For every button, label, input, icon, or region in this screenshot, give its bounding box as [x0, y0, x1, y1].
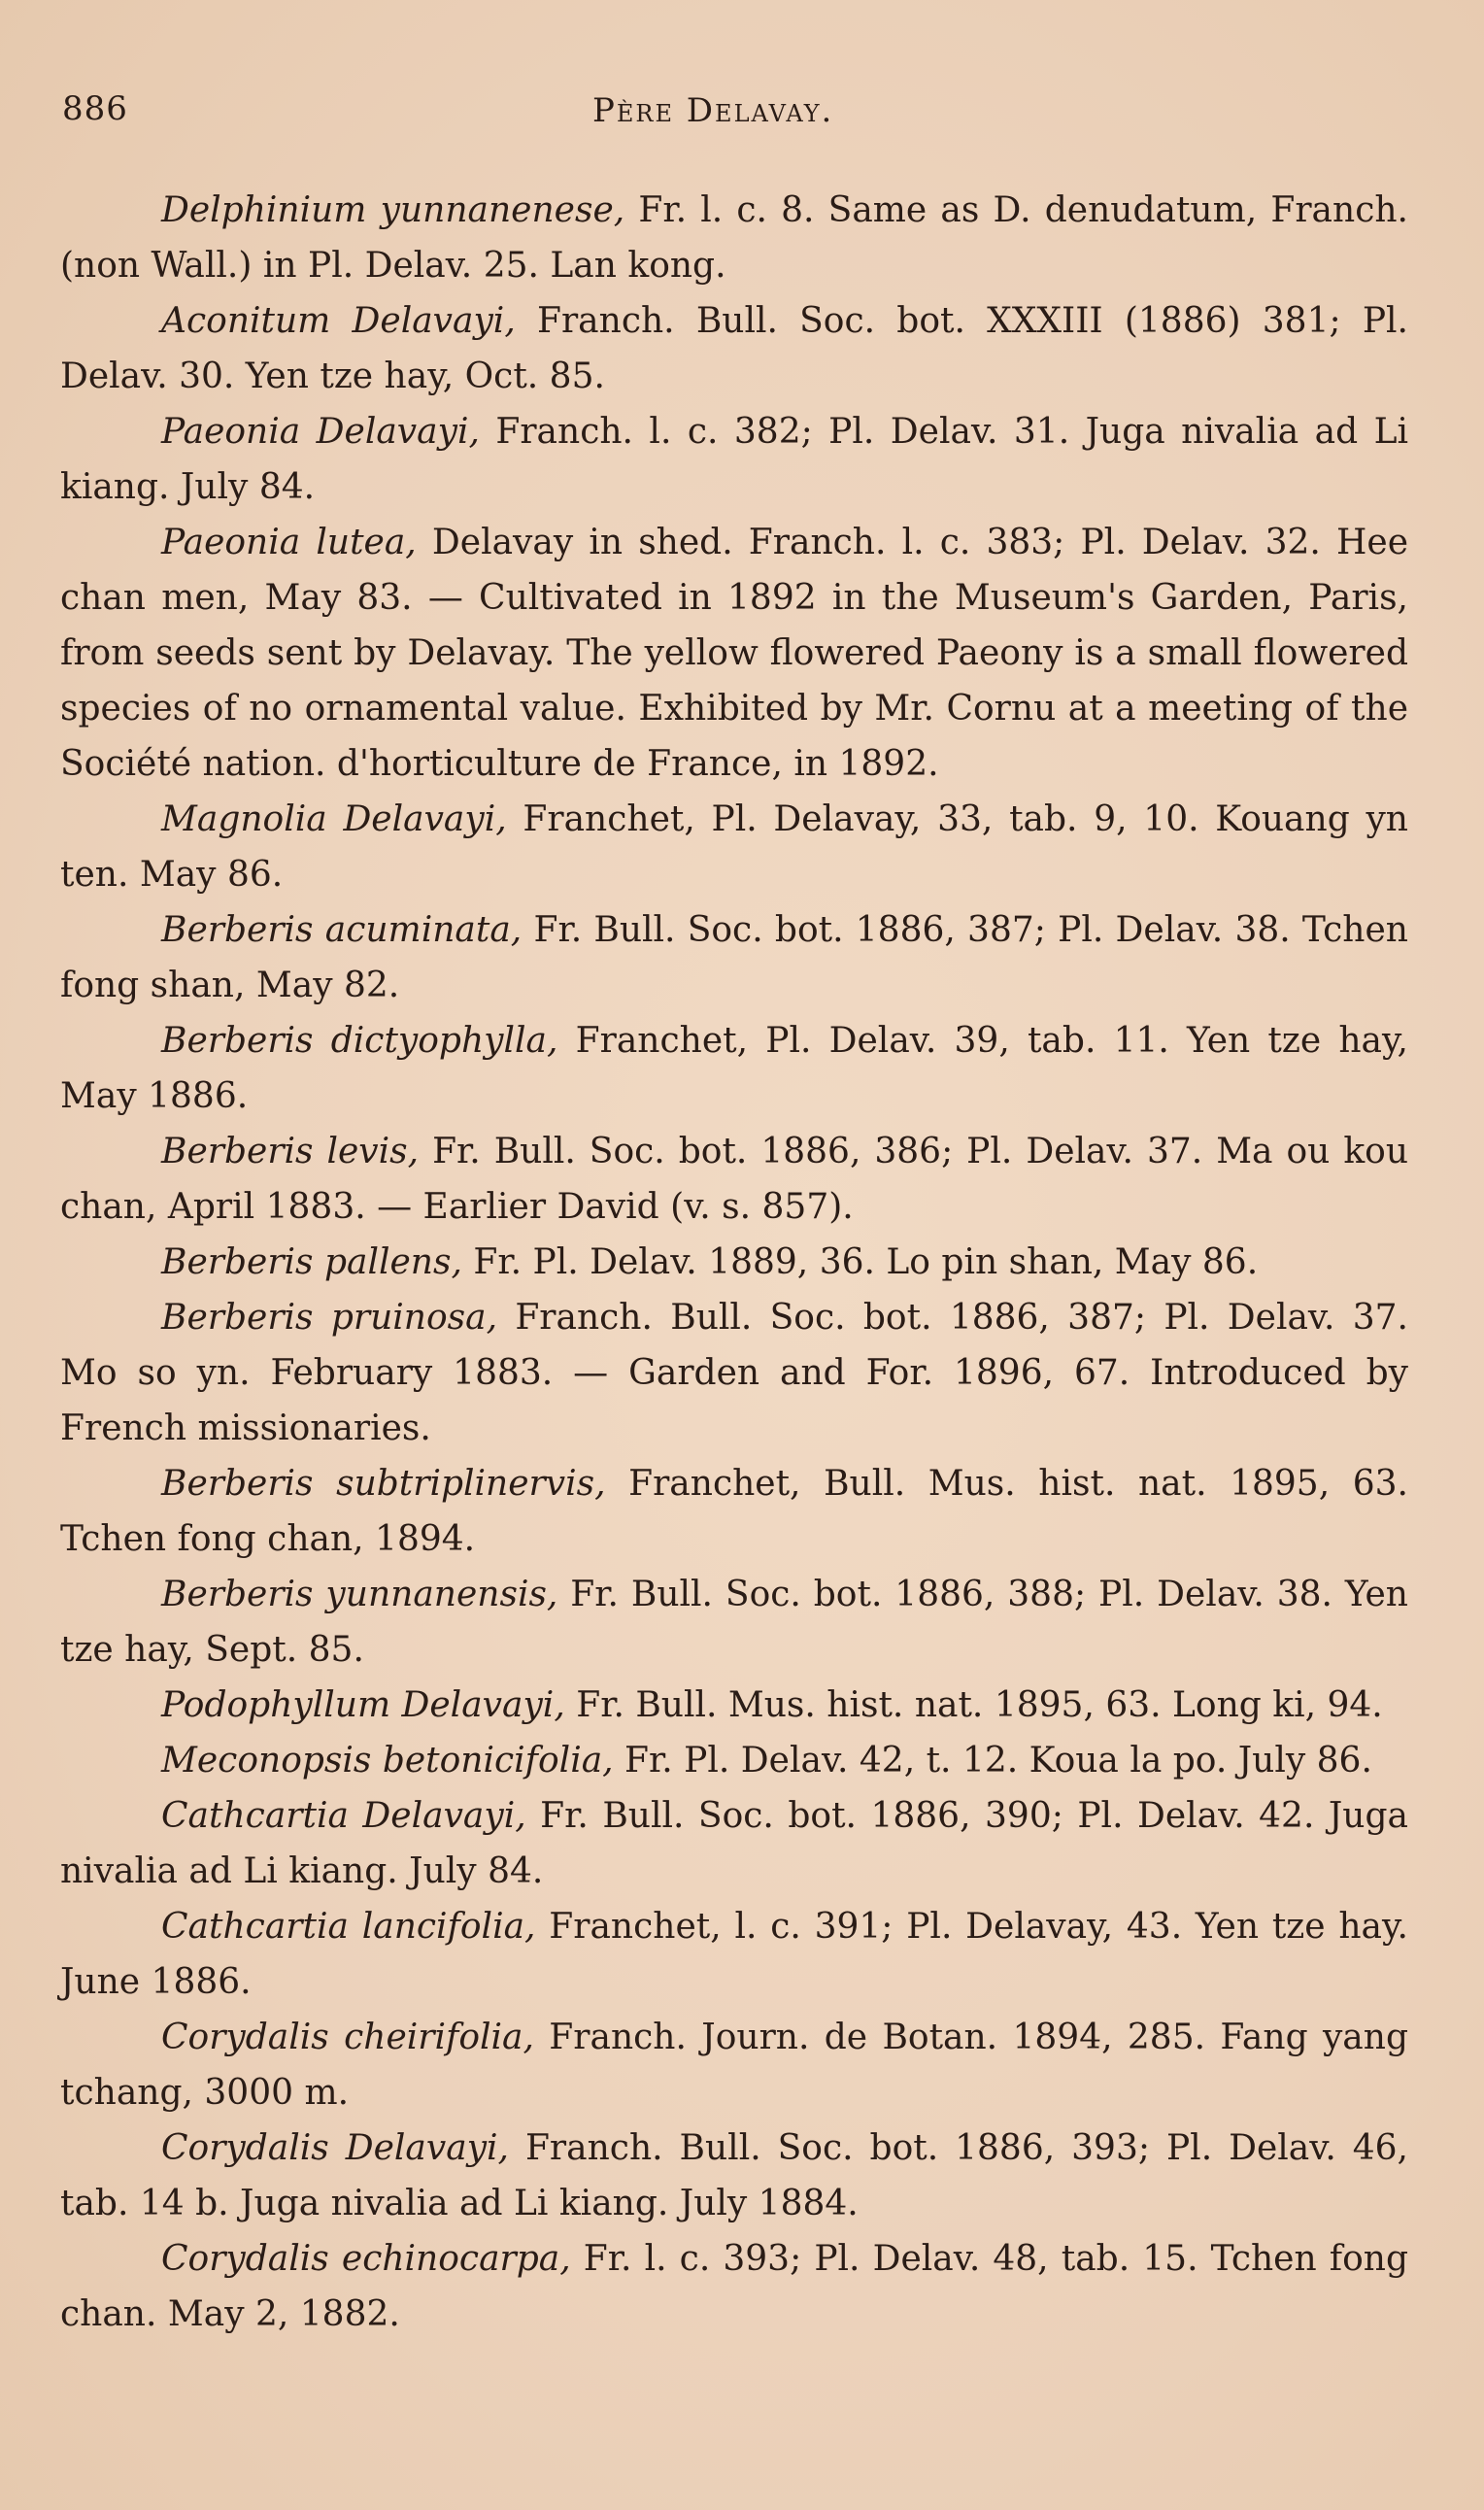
species-citation: Fr. Bull. Soc. bot. 1886, 390; Pl. Delav. 42. Juga nivalia ad Li kiang. July 84.	[60, 1796, 1409, 1891]
species-entry	[60, 293, 1408, 404]
species-entry	[60, 1788, 1408, 1899]
species-entry	[60, 1290, 1408, 1456]
species-name: Delphinium yunnanenese,	[161, 190, 625, 230]
running-head: Père Delavay.	[592, 91, 834, 130]
species-entry	[60, 183, 1408, 293]
species-entry	[60, 2010, 1408, 2120]
species-citation: Fr. Bull. Soc. bot. 1886, 386; Pl. Delav. 37. Ma ou kou chan, April 1883. — Earlier David (v. s. 857).	[60, 1132, 1409, 1227]
species-name: Corydalis Delavayi,	[161, 2128, 509, 2168]
species-entry	[60, 1678, 1408, 1733]
species-citation: Fr. Pl. Delav. 42, t. 12. Koua la po. July 86.	[613, 1741, 1372, 1781]
species-entry	[60, 902, 1408, 1013]
species-name: Berberis pruinosa,	[161, 1298, 498, 1338]
species-citation: Franch. Bull. Soc. bot. 1886, 393; Pl. Delav. 46, tab. 14 b. Juga nivalia ad Li kiang. July 1884.	[60, 2128, 1408, 2223]
species-entry	[60, 2231, 1408, 2342]
species-citation: Fr. l. c. 8. Same as D. denudatum, Franch. (non Wall.) in Pl. Delav. 25. Lan kong.	[60, 190, 1408, 286]
species-entry	[60, 1733, 1408, 1788]
species-name: Aconitum Delavayi,	[161, 301, 516, 341]
species-name: Berberis acuminata,	[161, 910, 523, 950]
species-citation: Fr. Bull. Soc. bot. 1886, 387; Pl. Delav. 38. Tchen fong shan, May 82.	[60, 910, 1408, 1005]
species-name: Berberis levis,	[161, 1132, 420, 1171]
species-entry	[60, 1235, 1408, 1290]
species-name: Paeonia Delavayi,	[161, 412, 480, 452]
species-list	[60, 183, 1408, 2342]
species-name: Berberis subtriplinervis,	[161, 1464, 606, 1504]
species-citation: Delavay in shed. Franch. l. c. 383; Pl. Delav. 32. Hee chan men, May 83. — Cultivated in 1892 in the Museum's Garden, Paris, from seeds sent by Delavay. The yellow flowered Paeony is a small flowered species of no ornamental value. Exhibited by Mr. Cornu at a meeting of the Société nation. d'horticulture de France, in 1892.	[60, 523, 1409, 784]
species-citation: Fr. Bull. Mus. hist. nat. 1895, 63. Long ki, 94.	[564, 1685, 1383, 1725]
species-name: Corydalis cheirifolia,	[161, 2018, 534, 2057]
species-citation: Franch. Bull. Soc. bot. 1886, 387; Pl. Delav. 37. Mo so yn. February 1883. — Garden and For. 1896, 67. Introduced by French missionaries.	[60, 1298, 1408, 1448]
species-name: Meconopsis betonicifolia,	[161, 1741, 614, 1781]
species-citation: Fr. Bull. Soc. bot. 1886, 388; Pl. Delav. 38. Yen tze hay, Sept. 85.	[60, 1575, 1408, 1670]
species-entry	[60, 515, 1408, 792]
species-entry	[60, 404, 1408, 515]
species-citation: Franchet, l. c. 391; Pl. Delavay, 43. Yen tze hay. June 1886.	[60, 1907, 1408, 2002]
species-name: Berberis yunnanensis,	[161, 1575, 558, 1614]
species-name: Berberis pallens,	[161, 1242, 462, 1282]
species-name: Paeonia lutea,	[161, 523, 417, 562]
species-citation: Franchet, Pl. Delav. 39, tab. 11. Yen tze hay, May 1886.	[60, 1021, 1408, 1116]
species-name: Magnolia Delavayi,	[161, 799, 507, 839]
species-citation: Fr. Pl. Delav. 1889, 36. Lo pin shan, May 86.	[461, 1242, 1259, 1282]
species-citation: Franch. Bull. Soc. bot. XXXIII (1886) 381; Pl. Delav. 30. Yen tze hay, Oct. 85.	[60, 301, 1408, 396]
species-entry	[60, 1456, 1408, 1567]
species-name: Podophyllum Delavayi,	[161, 1685, 565, 1725]
page-number: 886	[62, 89, 128, 128]
species-entry	[60, 1567, 1408, 1678]
page-header	[62, 89, 1402, 138]
species-entry	[60, 792, 1408, 902]
species-citation: Franchet, Bull. Mus. hist. nat. 1895, 63. Tchen fong chan, 1894.	[60, 1464, 1408, 1559]
species-name: Berberis dictyophylla,	[161, 1021, 558, 1061]
species-name: Cathcartia Delavayi,	[161, 1796, 526, 1836]
species-citation: Fr. l. c. 393; Pl. Delav. 48, tab. 15. Tchen fong chan. May 2, 1882.	[60, 2239, 1409, 2334]
species-name: Corydalis echinocarpa,	[161, 2239, 571, 2279]
species-entry	[60, 1013, 1408, 1124]
species-citation: Franchet, Pl. Delavay, 33, tab. 9, 10. Kouang yn ten. May 86.	[60, 799, 1408, 895]
species-entry	[60, 1899, 1408, 2010]
species-citation: Franch. l. c. 382; Pl. Delav. 31. Juga nivalia ad Li kiang. July 84.	[60, 412, 1408, 507]
species-entry	[60, 2120, 1408, 2231]
species-entry	[60, 1124, 1408, 1235]
species-citation: Franch. Journ. de Botan. 1894, 285. Fang yang tchang, 3000 m.	[60, 2018, 1408, 2113]
species-name: Cathcartia lancifolia,	[161, 1907, 536, 1947]
